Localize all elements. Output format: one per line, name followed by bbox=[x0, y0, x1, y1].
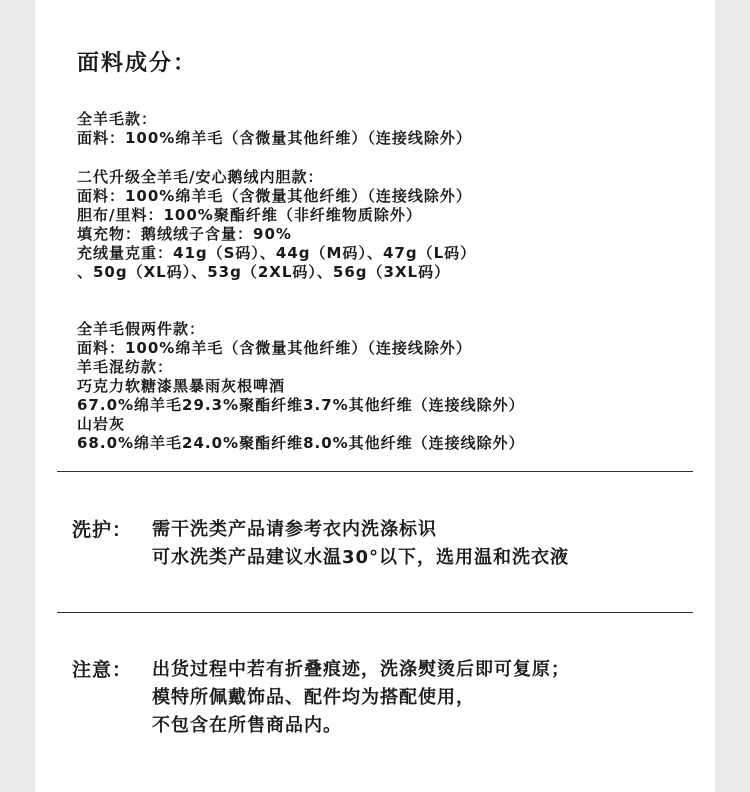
section-line: 面料：100%绵羊毛（含微量其他纤维）（连接线除外） bbox=[77, 339, 472, 357]
divider-top bbox=[57, 471, 693, 472]
divider-bottom bbox=[57, 612, 693, 613]
section-line: 68.0%绵羊毛24.0%聚酯纤维8.0%其他纤维（连接线除外） bbox=[77, 434, 525, 452]
section-two-piece bbox=[77, 320, 525, 453]
notice bbox=[72, 656, 570, 740]
notice-line: 不包含在所售商品内。 bbox=[152, 715, 342, 736]
content-card bbox=[35, 0, 715, 792]
section-line: 充绒量克重：41g（S码）、44g（M码）、47g（L码） bbox=[77, 244, 477, 262]
page-title: 面料成分： bbox=[77, 51, 198, 76]
notice-line: 出货过程中若有折叠痕迹，洗涤熨烫后即可复原； bbox=[152, 659, 570, 680]
care-label: 洗护： bbox=[72, 519, 133, 541]
section-line: 面料：100%绵羊毛（含微量其他纤维）（连接线除外） bbox=[77, 187, 472, 205]
section-line: 羊毛混纺款： bbox=[77, 358, 174, 376]
section-line: 山岩灰 bbox=[77, 415, 126, 433]
section-heading: 全羊毛款： bbox=[77, 110, 158, 128]
care-line: 需干洗类产品请参考衣内洗涤标识 bbox=[152, 519, 437, 540]
section-line: 面料：100%绵羊毛（含微量其他纤维）（连接线除外） bbox=[77, 129, 472, 147]
section-heading: 全羊毛假两件款： bbox=[77, 320, 206, 338]
section-line: 胆布/里料：100%聚酯纤维（非纤维物质除外） bbox=[77, 206, 422, 224]
section-line: 67.0%绵羊毛29.3%聚酯纤维3.7%其他纤维（连接线除外） bbox=[77, 396, 525, 414]
notice-label: 注意： bbox=[72, 659, 133, 681]
section-down-lining bbox=[77, 168, 476, 282]
section-line: 巧克力软糖漆黑暴雨灰根啤酒 bbox=[77, 377, 286, 395]
care-line: 可水洗类产品建议水温30°以下，选用温和洗衣液 bbox=[152, 547, 570, 568]
section-full-wool bbox=[77, 110, 472, 148]
care-instructions bbox=[72, 516, 569, 572]
notice-line: 模特所佩戴饰品、配件均为搭配使用， bbox=[152, 687, 475, 708]
section-line: 、50g（XL码）、53g（2XL码）、56g（3XL码） bbox=[77, 263, 451, 281]
section-line: 填充物：鹅绒绒子含量：90% bbox=[77, 225, 292, 243]
section-heading: 二代升级全羊毛/安心鹅绒内胆款： bbox=[77, 168, 324, 186]
